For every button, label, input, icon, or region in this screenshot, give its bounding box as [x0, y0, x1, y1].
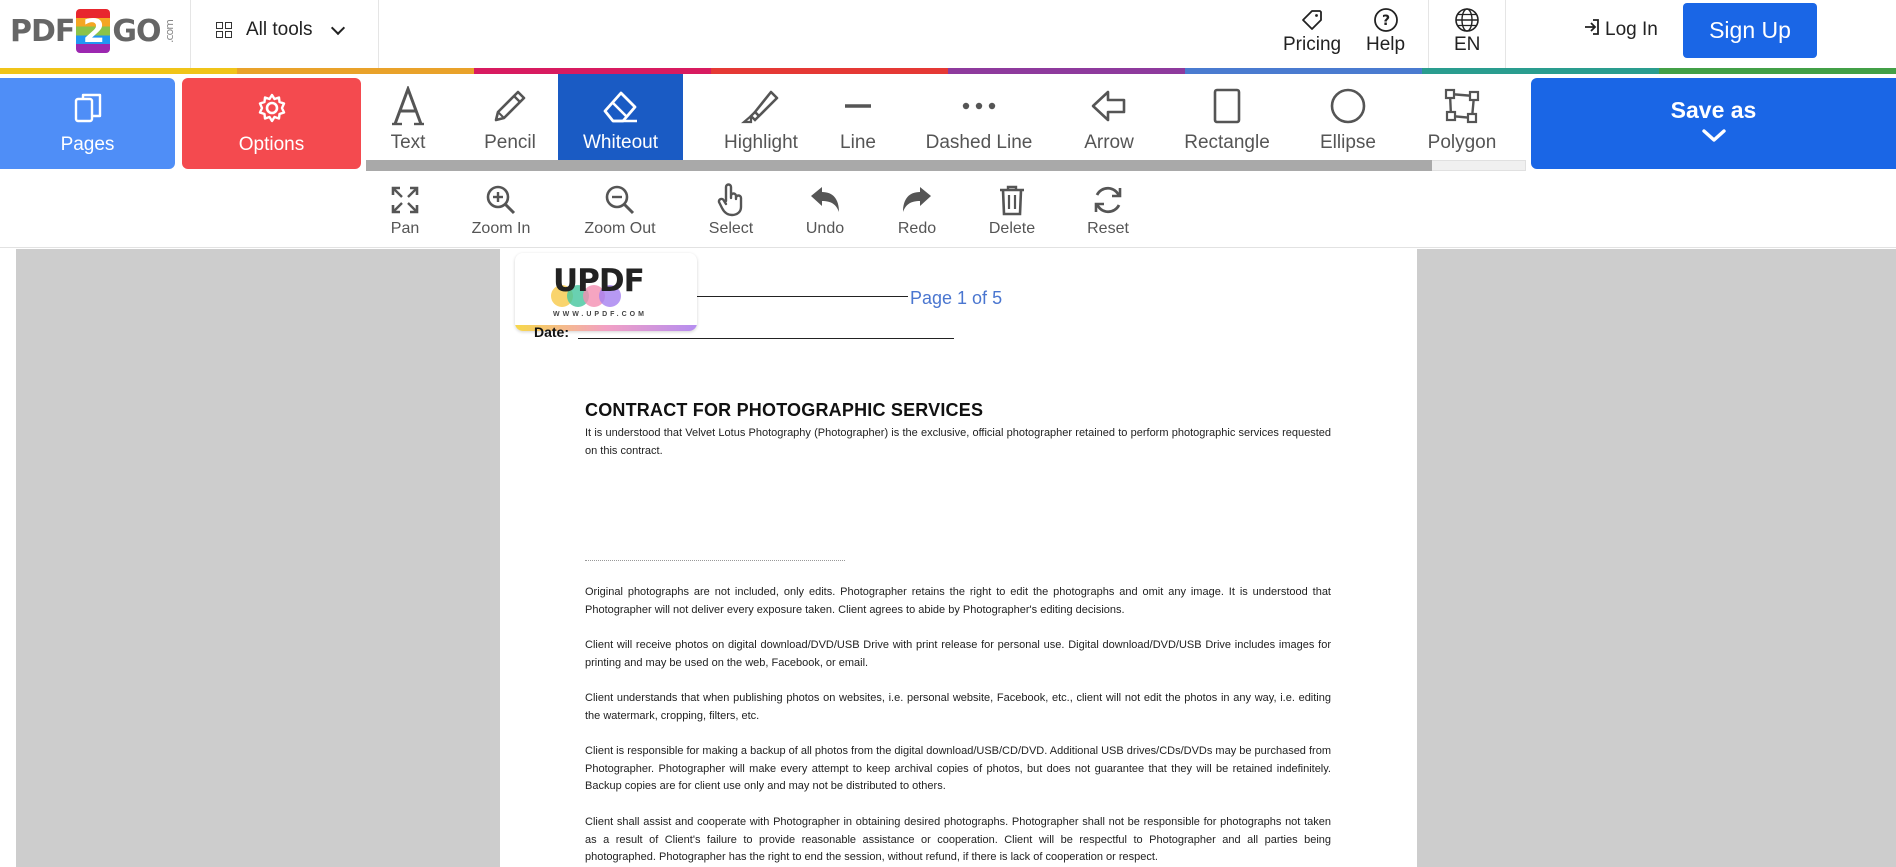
pricing-link[interactable] — [1283, 6, 1341, 56]
svg-text:?: ? — [1381, 13, 1390, 29]
undo-button[interactable] — [803, 182, 847, 238]
logo-suffix: .com — [162, 19, 176, 43]
tool-highlight[interactable] — [706, 74, 816, 160]
zoom-out-icon — [604, 182, 636, 218]
reset-icon — [1092, 182, 1124, 218]
pan-button[interactable] — [385, 182, 425, 238]
reset-button[interactable] — [1088, 182, 1128, 238]
toolbar-scrollbar-thumb[interactable] — [366, 160, 1432, 171]
tool-label: Ellipse — [1320, 132, 1376, 153]
eraser-icon — [601, 84, 641, 128]
pages-icon — [73, 92, 103, 130]
tool-line[interactable] — [830, 74, 886, 160]
updf-watermark-logo — [515, 253, 697, 331]
logo-text-mid: 2 — [76, 9, 110, 53]
updf-logo-site: WWW.UPDF.COM — [553, 311, 647, 318]
delete-button[interactable] — [988, 182, 1036, 238]
canvas-background — [1417, 249, 1896, 867]
tool-text[interactable] — [366, 74, 450, 160]
logo-text-right: GO — [112, 13, 161, 49]
paragraph: It is understood that Velvet Lotus Photography (Photographer) is the exclusive, official photographer retained to perform photographic services requested on this contract. — [585, 427, 1331, 457]
header-divider — [378, 0, 379, 68]
signup-button[interactable]: Sign Up — [1683, 3, 1817, 58]
canvas-background — [16, 249, 500, 867]
pages-label: Pages — [60, 133, 115, 155]
pan-icon — [390, 182, 420, 218]
page-indicator: Page 1 of 5 — [910, 288, 1003, 308]
tool-arrow[interactable] — [1080, 74, 1138, 160]
hand-pointer-icon — [716, 182, 746, 218]
logo-text-left: PDF — [10, 13, 75, 49]
options-button[interactable] — [182, 78, 361, 169]
ellipse-icon — [1329, 84, 1367, 128]
redo-button[interactable] — [898, 182, 936, 238]
delete-label: Delete — [988, 220, 1036, 237]
all-tools-label: All tools — [246, 19, 313, 40]
signature-line — [696, 296, 908, 297]
tool-label: Highlight — [724, 132, 798, 153]
gear-icon — [256, 92, 288, 130]
date-line — [578, 338, 954, 339]
highlighter-icon — [741, 84, 781, 128]
language-selector[interactable] — [1454, 6, 1480, 56]
login-icon — [1583, 18, 1601, 42]
document-workspace[interactable] — [0, 249, 1896, 867]
tool-label: Arrow — [1084, 132, 1134, 153]
zoom-out-button[interactable] — [582, 182, 658, 238]
pdf-page[interactable] — [500, 249, 1417, 867]
rectangle-icon — [1212, 84, 1242, 128]
save-as-button[interactable] — [1531, 78, 1896, 169]
zoom-in-button[interactable] — [470, 182, 532, 238]
select-label: Select — [708, 220, 754, 237]
tool-label: Whiteout — [583, 132, 658, 153]
globe-icon — [1454, 6, 1480, 34]
chevron-down-icon — [1700, 124, 1728, 151]
language-label: EN — [1454, 34, 1481, 55]
undo-icon — [809, 182, 841, 218]
paragraph: Original photographs are not included, only edits. Photographer retains the right to edit the photographs and omit any image. It is understood that Photographer will not deliver every exposure taken. Client agrees to abide by Photographer's editing decisions. — [585, 586, 1331, 616]
date-label: Date: — [534, 324, 570, 340]
pdf2go-logo[interactable] — [10, 8, 176, 54]
tool-ellipse[interactable] — [1316, 74, 1380, 160]
paragraph: Client shall assist and cooperate with Photographer in obtaining desired photographs. Photographer shall not be responsible for photographs not taken as a result of Client's failure to provide reasonable assistance or cooperation. Client will be respectful to Photographer and all parties being photographed. Photographer has the right to end the session, without refund, if there is lack of cooperation or respect. — [585, 816, 1331, 864]
tool-label: Line — [840, 132, 876, 153]
redo-label: Redo — [897, 220, 937, 237]
pencil-icon — [491, 84, 529, 128]
undo-label: Undo — [805, 220, 845, 237]
polygon-icon — [1443, 84, 1481, 128]
header-divider — [190, 0, 191, 68]
editor-toolbar — [0, 74, 1896, 172]
updf-logo-word: UPDF — [553, 263, 644, 299]
all-tools-dropdown[interactable] — [216, 17, 343, 43]
paragraph: Client will receive photos on digital download/DVD/USB Drive with print release for personal use. Digital download/DVD/USB Drive includes images for printing and may be used on the web, Facebook, or email. — [585, 639, 1331, 669]
zoom-in-label: Zoom In — [471, 220, 531, 237]
arrow-icon — [1090, 84, 1128, 128]
pages-button[interactable] — [0, 78, 175, 169]
header-divider — [1505, 0, 1506, 68]
tool-rectangle[interactable] — [1186, 74, 1268, 160]
text-icon — [390, 84, 426, 128]
paragraph: Client understands that when publishing photos on websites, i.e. personal website, Facebook, etc., client will not edit the photos in any way, i.e. editing the watermark, cropping, filters, etc. — [585, 692, 1331, 722]
help-label: Help — [1366, 34, 1406, 55]
help-circle-icon — [1373, 6, 1399, 34]
login-label: Log In — [1605, 19, 1658, 40]
grid-icon — [216, 22, 232, 38]
options-label: Options — [238, 133, 305, 155]
tool-polygon[interactable] — [1426, 74, 1498, 160]
pan-label: Pan — [390, 220, 420, 237]
tool-pencil[interactable] — [466, 74, 554, 160]
tool-dashed-line[interactable] — [920, 74, 1038, 160]
tool-label: Dashed Line — [925, 132, 1033, 153]
zoom-out-label: Zoom Out — [584, 220, 656, 237]
login-link[interactable] — [1583, 18, 1658, 42]
reset-label: Reset — [1087, 220, 1129, 237]
tool-label: Pencil — [484, 132, 536, 153]
app-header — [0, 0, 1896, 68]
zoom-in-icon — [485, 182, 517, 218]
pricing-label: Pricing — [1283, 34, 1342, 55]
view-toolbar — [0, 172, 1896, 248]
tool-whiteout[interactable] — [558, 74, 683, 160]
cropped-text-fragment — [585, 560, 845, 563]
help-link[interactable] — [1366, 6, 1405, 56]
save-as-label: Save as — [1670, 96, 1757, 123]
document-title: CONTRACT FOR PHOTOGRAPHIC SERVICES — [585, 400, 984, 420]
tool-label: Polygon — [1427, 132, 1497, 153]
trash-icon — [998, 182, 1026, 218]
tool-label: Rectangle — [1184, 132, 1270, 153]
header-divider — [1428, 0, 1429, 68]
line-icon — [843, 84, 873, 128]
dashed-line-icon — [961, 84, 997, 128]
redo-icon — [901, 182, 933, 218]
select-button[interactable] — [707, 182, 755, 238]
paragraph: Client is responsible for making a backup of all photos from the digital download/USB/CD/DVD. Additional USB drives/CDs/DVDs may be purchased from Photographer. Photographer will make every attempt to keep archival copies of photos, but does not guarantee that they will be retained indefinitely. Backup copies are for client use only and may not be distributed to others. — [585, 745, 1331, 793]
tag-icon — [1300, 6, 1324, 34]
chevron-down-icon — [330, 20, 344, 34]
tool-label: Text — [390, 132, 426, 153]
